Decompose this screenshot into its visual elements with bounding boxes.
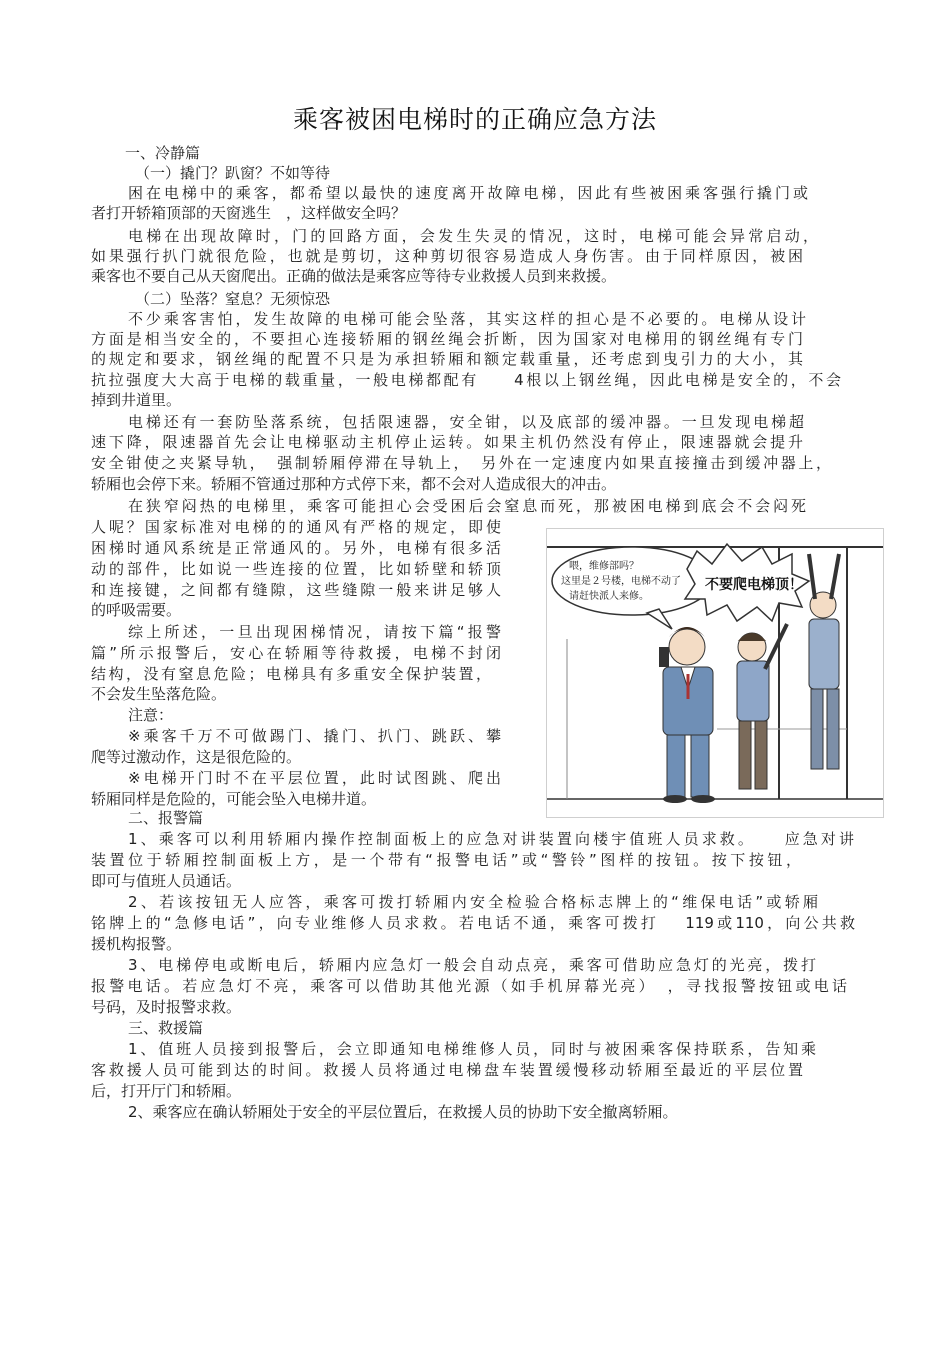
paragraph-line: 如果强行扒门就很危险，也就是剪切，这种剪切很容易造成人身伤害。由于同样原因，被困 <box>91 247 803 265</box>
paragraph-line: 客救援人员可能到达的时间。救援人员将通过电梯盘车装置缓慢移动轿厢至最近的平层位置 <box>91 1061 803 1079</box>
paragraph-line: 在狭窄闷热的电梯里，乘客可能担心会受困后会窒息而死，那被困电梯到底会不会闷死 <box>128 497 806 515</box>
paragraph-line: 报警电话。若应急灯不亮，乘客可以借助其他光源（如手机屏幕光亮） ，寻找报警按钮或电话 <box>91 977 847 995</box>
note-line: 轿厢同样是危险的，可能会坠入电梯井道。 <box>91 790 377 808</box>
svg-text:不要爬电梯顶！: 不要爬电梯顶！ <box>705 577 803 593</box>
paragraph-line: 综上所述，一旦出现困梯情况，请按下篇“报警 <box>128 623 501 641</box>
climbing-person <box>809 554 839 769</box>
paragraph-line: 人呢？国家标准对电梯的的通风有严格的规定，即使 <box>91 518 501 536</box>
note-label: 注意： <box>128 706 174 724</box>
paragraph-line: 1、乘客可以利用轿厢内操作控制面板上的应急对讲装置向楼宇值班人员求救。 应急对讲 <box>128 830 854 848</box>
paragraph-line: 速下降，限速器首先会让电梯驱动主机停止运转。如果主机仍然没有停止，限速器就会提升 <box>91 433 803 451</box>
subsection-heading: （二）坠落？窒息？无须惊恐 <box>135 290 331 308</box>
paragraph-line: 后，打开厅门和轿厢。 <box>91 1082 242 1100</box>
paragraph-line: 掉到井道里。 <box>91 391 182 409</box>
paragraph-line: 铭牌上的“急修电话”，向专业维修人员求救。若电话不通，乘客可拨打 119或110，向公共救 <box>91 914 855 932</box>
paragraph-line: 安全钳使之夹紧导轨， 强制轿厢停滞在导轨上， 另外在一定速度内如果直接撞击到缓冲器上， <box>91 454 831 472</box>
elevator-illustration <box>546 528 884 818</box>
paragraph-line: 号码，及时报警求救。 <box>91 998 242 1016</box>
note-line: ※电梯开门时不在平层位置，此时试图跳、爬出 <box>128 769 501 787</box>
man-on-phone <box>659 627 715 803</box>
paragraph-line: 轿厢也会停下来。轿厢不管通过那种方式停下来，都不会对人造成很大的冲击。 <box>91 475 617 493</box>
section-heading: 二、报警篇 <box>128 809 204 827</box>
svg-text:这里是２号楼，电梯不动了: 这里是２号楼，电梯不动了 <box>561 576 681 587</box>
paragraph-line: 3、电梯停电或断电后，轿厢内应急灯一般会自动点亮，乘客可借助应急灯的光亮，拨打 <box>128 956 816 974</box>
paragraph-line: 困梯时通风系统是正常通风的。另外，电梯有很多活 <box>91 539 501 557</box>
paragraph-line: 和连接键，之间都有缝隙，这些缝隙一般来讲足够人 <box>91 581 501 599</box>
paragraph-line: 结构，没有窒息危险；电梯具有多重安全保护装置， <box>91 665 491 683</box>
paragraph-line: 1、值班人员接到报警后，会立即通知电梯维修人员，同时与被困乘客保持联系，告知乘 <box>128 1040 816 1058</box>
paragraph-line: 2、乘客应在确认轿厢处于安全的平层位置后，在救援人员的协助下安全撤离轿厢。 <box>128 1103 678 1121</box>
paragraph-line: 篇”所示报警后，安心在轿厢等待救援，电梯不封闭 <box>91 644 501 662</box>
paragraph-line: 抗拉强度大大高于电梯的载重量，一般电梯都配有 4根以上钢丝绳，因此电梯是安全的，不会 <box>91 371 841 389</box>
paragraph-line: 2、若该按钮无人应答，乘客可拨打轿厢内安全检验合格标志牌上的“维保电话”或轿厢 <box>128 893 818 911</box>
svg-text:喂，维修部吗？: 喂，维修部吗？ <box>569 561 639 572</box>
paragraph-line: 电梯在出现故障时，门的回路方面，会发生失灵的情况，这时，电梯可能会异常启动， <box>128 227 818 245</box>
document-title: 乘客被困电梯时的正确应急方法 <box>292 105 657 134</box>
paragraph-line: 不会发生坠落危险。 <box>91 685 227 703</box>
section-heading: 三、救援篇 <box>128 1019 204 1037</box>
cartoon-elevator-scene <box>547 529 883 817</box>
subsection-heading: （一）撬门？趴窗？不如等待 <box>135 164 331 182</box>
paragraph-line: 动的部件，比如说一些连接的位置，比如轿壁和轿顶 <box>91 560 501 578</box>
paragraph-line: 方面是相当安全的，不要担心连接轿厢的钢丝绳会折断，因为国家对电梯用的钢丝绳有专门 <box>91 330 803 348</box>
note-line: ※乘客千万不可做踢门、撬门、扒门、跳跃、攀 <box>128 727 501 745</box>
paragraph-line: 者打开轿箱顶部的天窗逃生 ，这样做安全吗？ <box>91 204 407 222</box>
paragraph-line: 援机构报警。 <box>91 935 182 953</box>
paragraph-line: 的规定和要求，钢丝绳的配置不只是为承担轿厢和额定载重量，还考虑到曳引力的大小，其 <box>91 350 803 368</box>
svg-text:请赶快派人来修。: 请赶快派人来修。 <box>569 591 649 602</box>
paragraph-line: 乘客也不要自己从天窗爬出。正确的做法是乘客应等待专业救援人员到来救援。 <box>91 267 617 285</box>
paragraph-line: 的呼吸需要。 <box>91 601 182 619</box>
paragraph-line: 电梯还有一套防坠落系统，包括限速器，安全钳，以及底部的缓冲器。一旦发现电梯超 <box>128 413 804 431</box>
section-heading: 一、冷静篇 <box>125 144 201 162</box>
paragraph-line: 装置位于轿厢控制面板上方，是一个带有“报警电话”或“警铃”图样的按钮。按下按钮， <box>91 851 801 869</box>
paragraph-line: 即可与值班人员通话。 <box>91 872 242 890</box>
paragraph-line: 困在电梯中的乘客，都希望以最快的速度离开故障电梯，因此有些被困乘客强行撬门或 <box>128 184 808 202</box>
paragraph-line: 不少乘客害怕，发生故障的电梯可能会坠落，其实这样的担心是不必要的。电梯从设计 <box>128 310 806 328</box>
note-line: 爬等过激动作，这是很危险的。 <box>91 748 302 766</box>
